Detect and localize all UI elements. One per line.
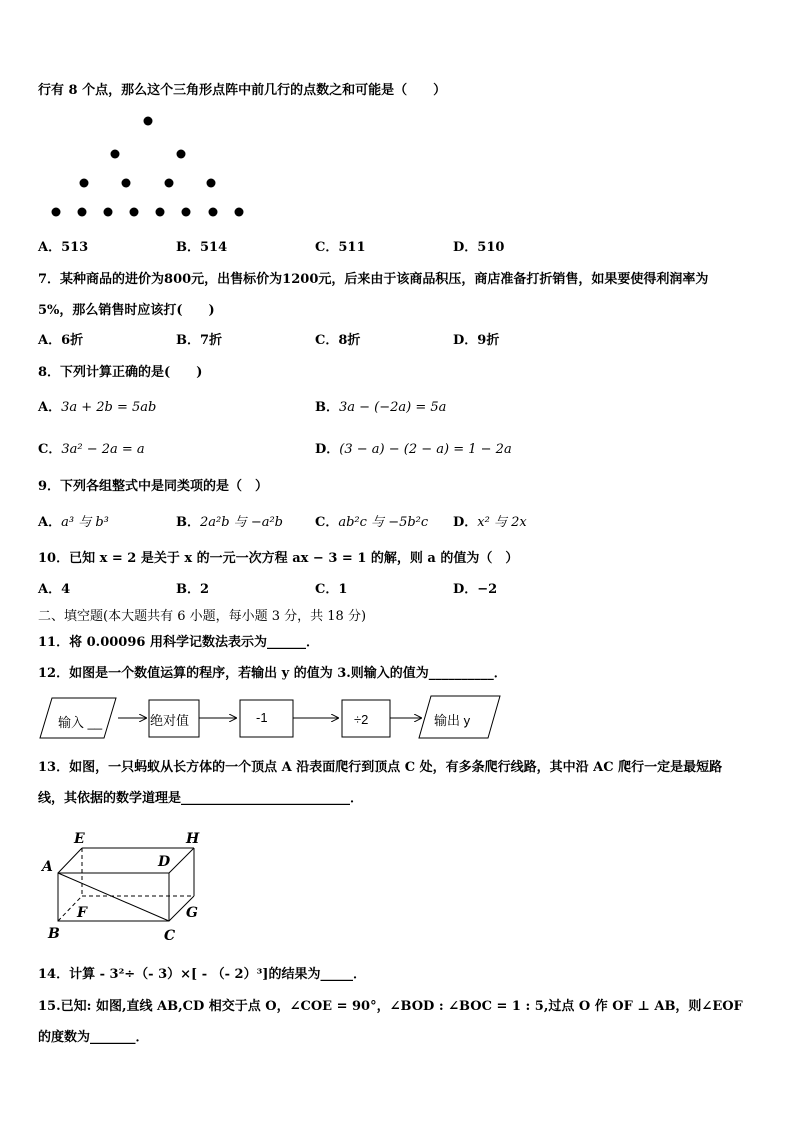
- q7-option-d[interactable]: D．9折: [453, 333, 500, 348]
- option-label: C．: [315, 515, 339, 530]
- option-label: B．: [315, 400, 339, 415]
- option-math: x² 与 2x: [477, 515, 527, 530]
- q8-option-a[interactable]: [38, 399, 156, 417]
- q9-option-b[interactable]: [176, 514, 283, 532]
- option-label: A．: [38, 515, 62, 530]
- q15-stem-line1: 15.已知: 如图,直线 AB,CD 相交于点 O，∠COE = 90°，∠BOD : ∠BOC = 1 : 5,过点 O 作 OF ⊥ AB，则∠EOF: [38, 999, 743, 1014]
- q8-option-b[interactable]: [315, 399, 446, 417]
- q7-option-a[interactable]: A．6折: [38, 333, 84, 348]
- q6-stem-tail: 行有 8 个点，那么这个三角形点阵中前几行的点数之和可能是（ ）: [38, 83, 447, 98]
- vertex-label-b: B: [48, 926, 60, 942]
- q10-option-c[interactable]: C．1: [315, 582, 348, 597]
- q8-option-c[interactable]: [38, 441, 145, 459]
- q9-option-a[interactable]: [38, 514, 109, 532]
- q13-stem-line1: 13．如图，一只蚂蚁从长方体的一个顶点 A 沿表面爬行到顶点 C 处，有多条爬行线路，其中沿 AC 爬行一定是最短路: [38, 760, 723, 775]
- q13-stem-line2: 线，其依据的数学道理是__________________________．: [38, 791, 364, 806]
- q12-stem: 12．如图是一个数值运算的程序，若输出 y 的值为 3.则输入的值为__________．: [38, 666, 507, 681]
- option-math: (3 − a) − (2 − a) = 1 − 2a: [339, 442, 512, 457]
- option-label: A．: [38, 400, 62, 415]
- flow-minus1-label: -1: [256, 710, 268, 725]
- option-math: a³ 与 b³: [61, 515, 109, 530]
- q7-stem-line2: 5%，那么销售时应该打( ): [38, 303, 215, 318]
- flow-input-label: 输入 __: [58, 715, 103, 730]
- dot-triangle-figure: [40, 110, 260, 220]
- option-label: D．: [453, 515, 478, 530]
- q10-stem: 10．已知 x = 2 是关于 x 的一元一次方程 ax − 3 = 1 的解，则 a 的值为（ ）: [38, 551, 519, 566]
- q6-option-a[interactable]: A．513: [38, 240, 89, 255]
- q9-option-d[interactable]: [453, 514, 527, 532]
- option-label: C．: [38, 442, 62, 457]
- vertex-label-d: D: [158, 854, 171, 870]
- option-math: ab²c 与 −5b²c: [338, 515, 429, 530]
- vertex-label-c: C: [164, 928, 176, 944]
- q10-option-d[interactable]: D．−2: [453, 582, 498, 597]
- section-heading: 二、填空题(本大题共有 6 小题，每小题 3 分，共 18 分): [38, 609, 367, 624]
- flow-output-label: 输出 y: [434, 713, 471, 728]
- q15-stem-line2: 的度数为_______．: [38, 1030, 149, 1045]
- q7-stem-line1: 7．某种商品的进价为800元，出售标价为1200元，后来由于该商品积压，商店准备打折销售，如果要使得利润率为: [38, 272, 709, 287]
- q8-stem: 8．下列计算正确的是( ): [38, 365, 203, 380]
- vertex-label-f: F: [77, 905, 87, 921]
- q14-stem: 14．计算 - 3²÷（- 3）×[ - （- 2）³]的结果为_____．: [38, 967, 366, 982]
- vertex-label-h: H: [186, 831, 200, 847]
- option-label: D．: [315, 442, 340, 457]
- q7-option-c[interactable]: C．8折: [315, 333, 361, 348]
- option-label: B．: [176, 515, 200, 530]
- q10-option-a[interactable]: A．4: [38, 582, 71, 597]
- q6-option-b[interactable]: B．514: [176, 240, 228, 255]
- q6-option-d[interactable]: D．510: [453, 240, 505, 255]
- q8-option-d[interactable]: [315, 441, 512, 459]
- flow-abs-label: 绝对值: [150, 713, 190, 728]
- q6-option-c[interactable]: C．511: [315, 240, 366, 255]
- flow-div2-label: ÷2: [354, 712, 369, 727]
- vertex-label-g: G: [186, 905, 198, 921]
- vertex-label-e: E: [74, 831, 85, 847]
- q9-stem: 9．下列各组整式中是同类项的是（ ）: [38, 479, 269, 494]
- option-math: 2a²b 与 −a²b: [200, 515, 283, 530]
- option-math: 3a − (−2a) = 5a: [339, 400, 447, 415]
- option-math: 3a² − 2a = a: [61, 442, 145, 457]
- q10-option-b[interactable]: B．2: [176, 582, 210, 597]
- vertex-label-a: A: [42, 859, 53, 875]
- q7-option-b[interactable]: B．7折: [176, 333, 223, 348]
- q9-option-c[interactable]: [315, 514, 428, 532]
- q11-stem: 11．将 0.00096 用科学记数法表示为______．: [38, 635, 319, 650]
- option-math: 3a + 2b = 5ab: [61, 400, 157, 415]
